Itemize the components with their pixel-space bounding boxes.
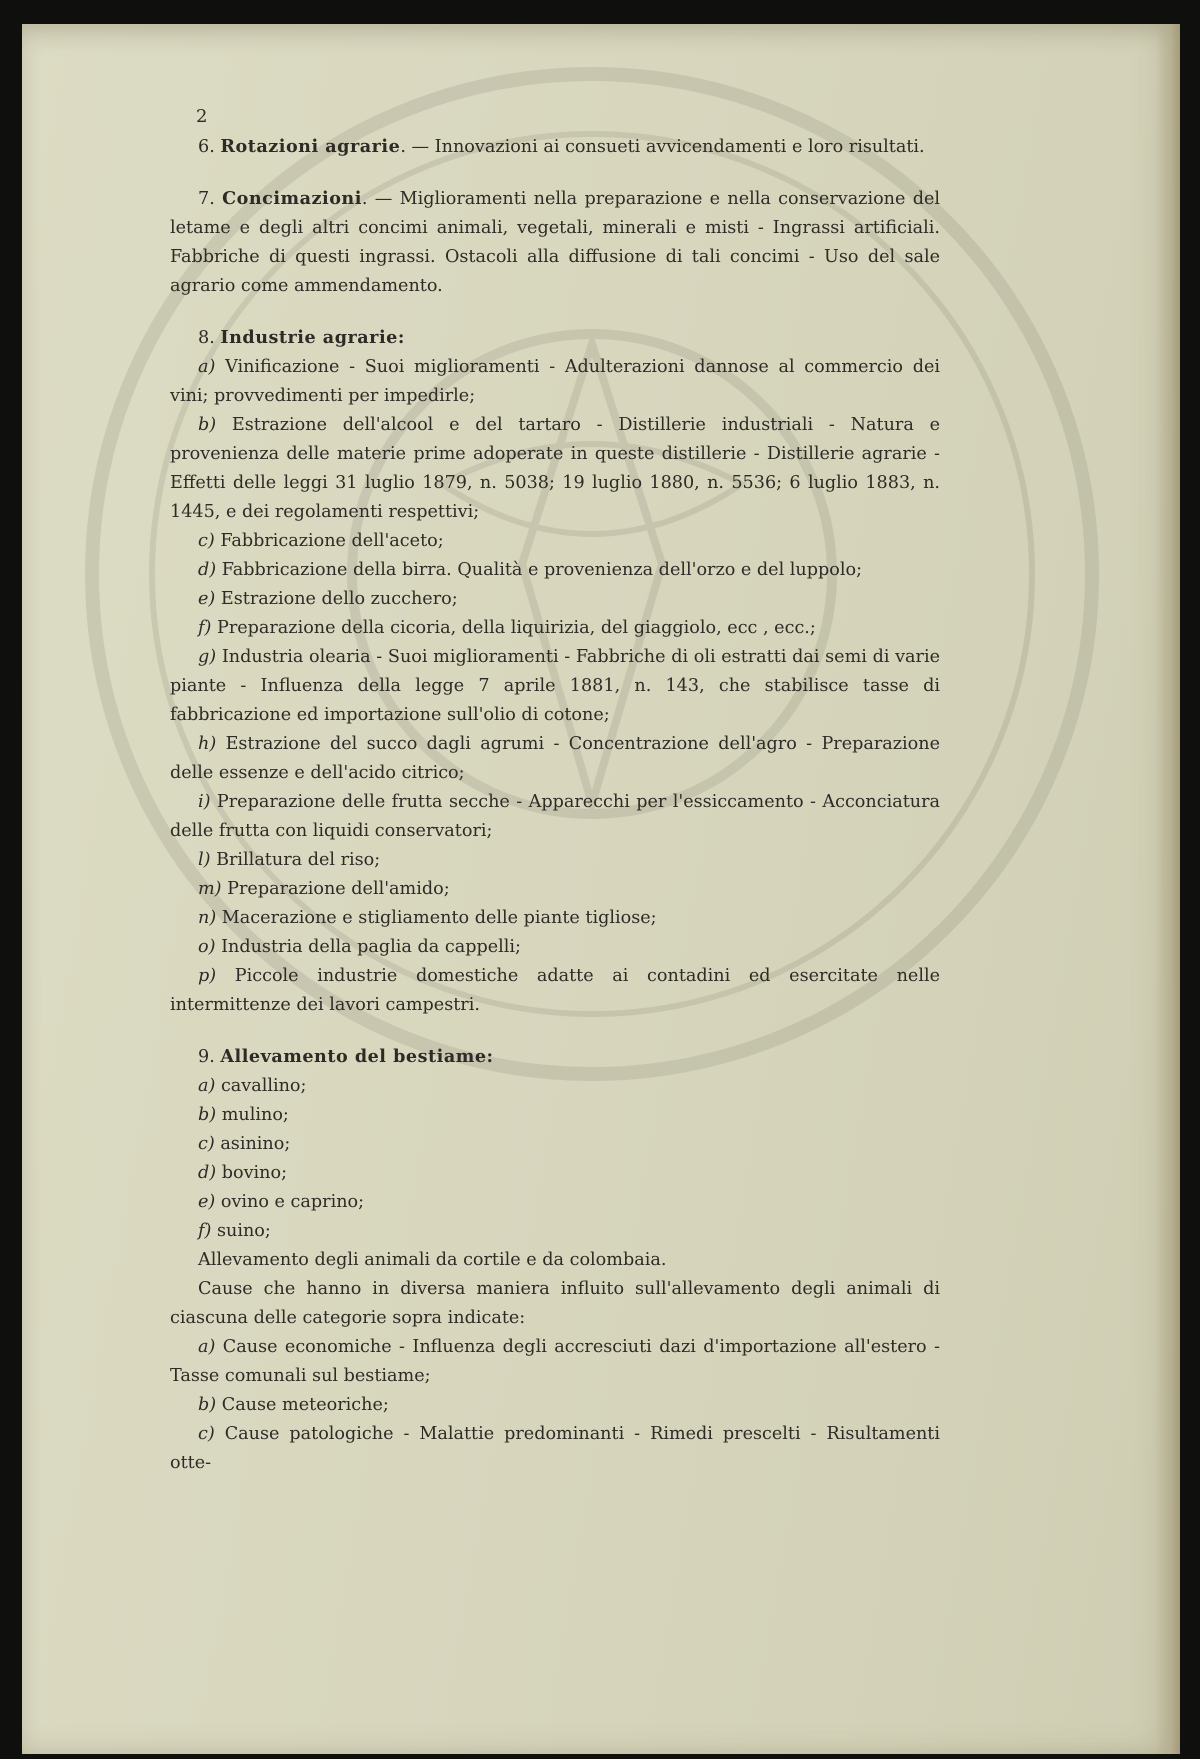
section-number: 7. <box>198 189 215 209</box>
section-7 <box>170 184 940 301</box>
list-item <box>170 1333 940 1391</box>
list-item <box>170 614 940 643</box>
list-item-letter: a) <box>198 1076 216 1096</box>
section-title: Industrie agrarie <box>220 327 398 348</box>
list-item <box>170 643 940 730</box>
list-item <box>170 353 940 411</box>
list-item-text: Industria della paglia da cappelli; <box>221 937 521 957</box>
list-item-letter: c) <box>198 1424 215 1444</box>
list-item-letter: o) <box>198 937 216 957</box>
list-item <box>170 1391 940 1420</box>
list-item-letter: b) <box>198 1395 217 1415</box>
list-item-letter: b) <box>198 415 217 435</box>
section-title: Allevamento del bestiame <box>220 1046 487 1067</box>
list-item-letter: a) <box>198 1337 216 1357</box>
list-item <box>170 933 940 962</box>
list-item-text: Brillatura del riso; <box>216 850 381 870</box>
list-item <box>170 1188 940 1217</box>
list-item-letter: d) <box>198 1163 217 1183</box>
section-9-after-list: Allevamento degli animali da cortile e da colombaia. <box>198 1250 667 1270</box>
list-item-letter: f) <box>198 1221 212 1241</box>
list-item <box>170 585 940 614</box>
list-item-text: Piccole industrie domestiche adatte ai contadini ed esercitate nelle intermittenze dei lavori campestri. <box>170 966 940 1015</box>
list-item-text: Estrazione del succo dagli agrumi - Concentrazione dell'agro - Preparazione delle essenze e dell'acido citrico; <box>170 734 940 783</box>
list-item-text: Fabbricazione dell'aceto; <box>220 531 444 551</box>
list-item-text: Cause meteoriche; <box>221 1395 389 1415</box>
list-item-letter: g) <box>198 647 217 667</box>
list-item-letter: e) <box>198 589 216 609</box>
section-9-causes-intro: Cause che hanno in diversa maniera influito sull'allevamento degli animali di ciascuna delle categorie sopra indicate: <box>170 1279 940 1328</box>
section-title: Rotazioni agrarie <box>220 136 401 157</box>
list-item-text: cavallino; <box>220 1076 307 1096</box>
list-item-text: Preparazione delle frutta secche - Apparecchi per l'essiccamento - Acconciatura delle frutta con liquidi conservatori; <box>170 792 940 841</box>
section-number: 6. <box>198 137 215 157</box>
section-title: Concimazioni <box>222 188 362 209</box>
list-item-text: Cause patologiche - Malattie predominanti - Rimedi prescelti - Risultamenti otte- <box>170 1424 941 1473</box>
section-8-heading: 8. Industrie agrarie: <box>198 327 405 348</box>
list-item-letter: h) <box>198 734 217 754</box>
page-edge-shadow <box>1156 24 1180 1754</box>
section-text: . — Miglioramenti nella preparazione e nella conservazione del letame e degli altri concimi animali, vegetali, minerali e misti - Ingrassi artificiali. Fabbriche di questi ingrassi. Ostacoli alla diffusione di tali concimi - Uso del sale agrario come ammendamento. <box>170 189 940 296</box>
section-8-list <box>170 353 940 1020</box>
list-item-letter: b) <box>198 1105 217 1125</box>
list-item-letter: n) <box>198 908 217 928</box>
list-item-text: asinino; <box>220 1134 291 1154</box>
section-number: 8. <box>198 328 215 348</box>
list-item <box>170 1072 940 1101</box>
page-number: 2 <box>196 106 208 127</box>
list-item-letter: f) <box>198 618 212 638</box>
list-item-text: mulino; <box>221 1105 289 1125</box>
section-9-list <box>170 1072 940 1246</box>
list-item <box>170 1420 940 1478</box>
list-item-text: Preparazione della cicoria, della liquirizia, del giaggiolo, ecc , ecc.; <box>216 618 816 638</box>
list-item-text: Estrazione dello zucchero; <box>220 589 458 609</box>
list-item-letter: m) <box>198 879 222 899</box>
list-item <box>170 904 940 933</box>
list-item <box>170 1217 940 1246</box>
list-item <box>170 1130 940 1159</box>
list-item-text: suino; <box>216 1221 271 1241</box>
list-item <box>170 846 940 875</box>
list-item <box>170 730 940 788</box>
section-number: 9. <box>198 1047 215 1067</box>
list-item-text: Fabbricazione della birra. Qualità e provenienza dell'orzo e del luppolo; <box>221 560 863 580</box>
document-body <box>170 132 940 1478</box>
section-9-heading: 9. Allevamento del bestiame: <box>198 1046 494 1067</box>
section-text: . — Innovazioni ai consueti avvicendamenti e loro risultati. <box>400 137 925 157</box>
list-item-letter: l) <box>198 850 211 870</box>
list-item <box>170 1101 940 1130</box>
section-9-causes-list <box>170 1333 940 1478</box>
list-item-text: bovino; <box>221 1163 288 1183</box>
list-item-text: Preparazione dell'amido; <box>227 879 450 899</box>
list-item <box>170 411 940 527</box>
list-item <box>170 1159 940 1188</box>
list-item-letter: d) <box>198 560 217 580</box>
list-item-letter: c) <box>198 1134 215 1154</box>
list-item <box>170 788 940 846</box>
section-6 <box>170 132 940 162</box>
list-item <box>170 875 940 904</box>
list-item-letter: e) <box>198 1192 216 1212</box>
list-item-text: Estrazione dell'alcool e del tartaro - Distillerie industriali - Natura e provenienza delle materie prime adoperate in queste distillerie - Distillerie agrarie - Effetti delle leggi 31 luglio 1879, n. 5038; 19 luglio 1880, n. 5536; 6 luglio 1883, n. 1445, e dei regolamenti respettivi; <box>170 415 941 522</box>
list-item-text: Industria olearia - Suoi miglioramenti - Fabbriche di oli estratti dai semi di varie piante - Influenza della legge 7 aprile 1881, n. 143, che stabilisce tasse di fabbricazione ed importazione sull'olio di cotone; <box>170 647 940 725</box>
list-item-letter: a) <box>198 357 216 377</box>
list-item-text: Vinificazione - Suoi miglioramenti - Adulterazioni dannose al commercio dei vini; provvedimenti per impedirle; <box>170 357 941 406</box>
list-item-letter: p) <box>198 966 217 986</box>
list-item-letter: c) <box>198 531 215 551</box>
list-item-text: ovino e caprino; <box>220 1192 365 1212</box>
list-item <box>170 962 940 1020</box>
list-item <box>170 527 940 556</box>
list-item <box>170 556 940 585</box>
list-item-letter: i) <box>198 792 211 812</box>
list-item-text: Cause economiche - Influenza degli accresciuti dazi d'importazione all'estero - Tasse comunali sul bestiame; <box>170 1337 940 1386</box>
list-item-text: Macerazione e stigliamento delle piante tigliose; <box>221 908 657 928</box>
